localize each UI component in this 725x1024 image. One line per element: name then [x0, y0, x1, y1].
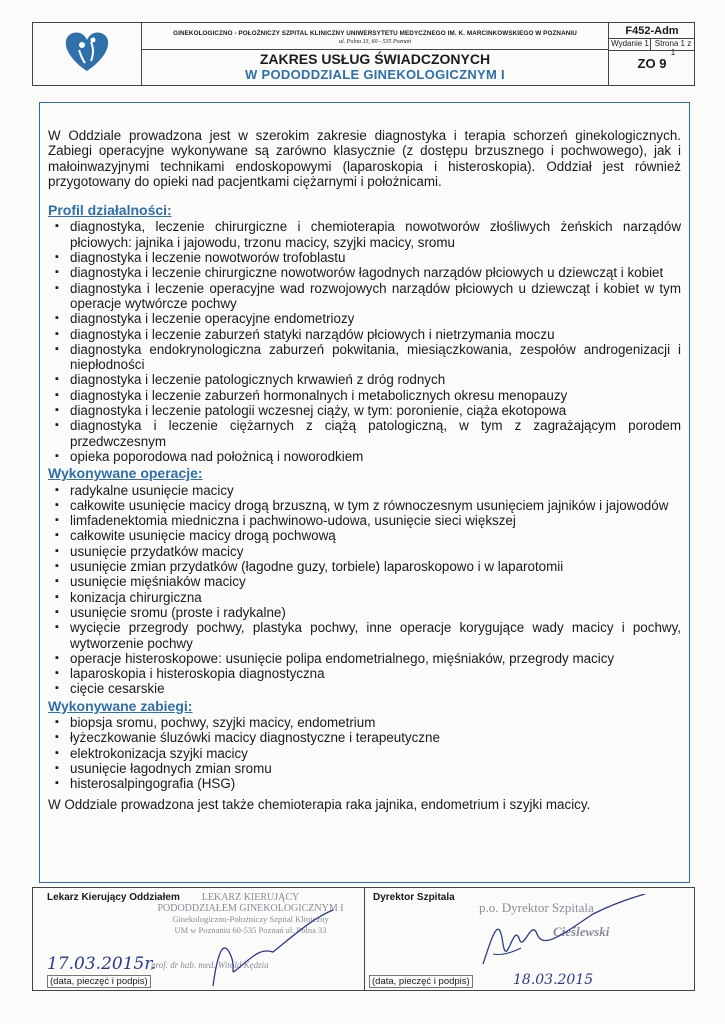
- list-item: ▪ łyżeczkowanie śluzówki macicy diagnostyczne i terapeutyczne: [48, 730, 681, 745]
- list-item: ▪ diagnostyka, leczenie chirurgiczne i chemioterapia nowotworów złośliwych żeńskich narządów płciowych: jajnika i jajowodu, trzonu macicy, szyjki macicy, sromu: [48, 219, 681, 250]
- stamp-line: Ginekologiczno-Położniczy Szpital Kliniczny: [172, 914, 329, 924]
- list-item: ▪ diagnostyka i leczenie zaburzeń statyki narządów płciowych i nietrzymania moczu: [48, 327, 681, 342]
- header-title-block: [141, 23, 609, 85]
- list-item: ▪ limfadenektomia miedniczna i pachwinowo-udowa, usunięcie sieci większej: [48, 513, 681, 528]
- procedures-list: [48, 715, 681, 791]
- list-item: ▪ diagnostyka i leczenie nowotworów trofoblastu: [48, 250, 681, 265]
- list-item: ▪ diagnostyka i leczenie operacyjne endometriozy: [48, 311, 681, 326]
- document-header: [32, 22, 695, 86]
- list-item: ▪ diagnostyka i leczenie ciężarnych z ciążą patologiczną, w tym z zagrażającym porodem przedwczesnym: [48, 418, 681, 449]
- director-stamp: p.o. Dyrektor Szpitala: [479, 900, 594, 915]
- unit-code: ZO 9: [637, 56, 667, 71]
- document-body: [48, 128, 681, 827]
- profile-list: [48, 219, 681, 464]
- header-divider: [142, 49, 608, 50]
- list-item: ▪ usunięcie łagodnych zmian sromu: [48, 761, 681, 776]
- list-item: ▪ biopsja sromu, pochwy, szyjki macicy, endometrium: [48, 715, 681, 730]
- page-label: Strona 1 z 1: [654, 39, 692, 57]
- head-physician-name-stamp: prof. dr hab. med. Witold Kędzia: [151, 960, 269, 970]
- edition-label: Wydanie 1: [611, 39, 649, 48]
- section-heading-profile: Profil działalności:: [48, 202, 172, 219]
- heart-logo-icon: [33, 23, 141, 85]
- list-item: ▪ cięcie cesarskie: [48, 681, 681, 696]
- signature-divider: [364, 888, 365, 990]
- list-item: ▪ całkowite usunięcie macicy drogą brzuszną, w tym z równoczesnym usunięciem jajników i jajowodów: [48, 498, 681, 513]
- director-label: Dyrektor Szpitala: [373, 892, 455, 903]
- director-signature: [473, 894, 653, 974]
- organization-name: GINEKOLOGICZNO - POŁOŻNICZY SZPITAL KLINICZNY UNIWERSYTETU MEDYCZNEGO IM. K. MARCINKOWSKIEGO W POZNANIU: [173, 30, 577, 37]
- head-physician-date: 17.03.2015r.: [47, 954, 156, 974]
- list-item: ▪ usunięcie mięśniaków macicy: [48, 574, 681, 589]
- list-item: ▪ usunięcie przydatków macicy: [48, 544, 681, 559]
- stamp-line: UM w Poznaniu 60-535 Poznań ul. Polna 33: [174, 925, 327, 935]
- director-date: 18.03.2015: [513, 972, 594, 988]
- header-meta-block: [609, 23, 695, 85]
- head-physician-label: Lekarz Kierujący Oddziałem: [47, 892, 180, 903]
- hospital-logo: [33, 23, 141, 85]
- list-item: ▪ diagnostyka i leczenie chirurgiczne nowotworów łagodnych narządów płciowych u dziewcząt i kobiet: [48, 265, 681, 280]
- intro-paragraph: W Oddziale prowadzona jest w szerokim zakresie diagnostyka i terapia schorzeń ginekologicznych. Zabiegi operacyjne wykonywane są zarówno klasycznie (z dostępu brzusznego i pochwowego), jak i małoinwazyjnymi technikami endoskopowymi (laparoskopia i histeroskopia). Oddział jest również przygotowany do opieki nad pacjentkami ciężarnymi i położnicami.: [48, 128, 681, 189]
- section-heading-operations: Wykonywane operacje:: [48, 465, 203, 482]
- list-item: ▪ diagnostyka i leczenie patologicznych krwawień z dróg rodnych: [48, 372, 681, 387]
- list-item: ▪ diagnostyka endokrynologiczna zaburzeń pokwitania, miesiączkowania, zespołów androgenizacji i niepłodności: [48, 342, 681, 373]
- list-item: ▪ wycięcie przegrody pochwy, plastyka pochwy, inne operacje korygujące wady macicy i pochwy, wytworzenie pochwy: [48, 620, 681, 651]
- director-name-stamp: Cieślewski: [553, 924, 610, 939]
- list-item: ▪ laparoskopia i histeroskopia diagnostyczna: [48, 666, 681, 681]
- list-item: ▪ całkowite usunięcie macicy drogą pochwową: [48, 528, 681, 543]
- meta-divider-bottom: [609, 50, 695, 51]
- list-item: ▪ diagnostyka i leczenie operacyjne wad rozwojowych narządów płciowych u dziewcząt i kobiet w tym operacje wytwórcze pochwy: [48, 281, 681, 312]
- head-physician-caption: (data, pieczęć i podpis): [47, 975, 151, 988]
- list-item: ▪ diagnostyka i leczenie zaburzeń hormonalnych i metabolicznych okresu menopauzy: [48, 388, 681, 403]
- section-heading-procedures: Wykonywane zabiegi:: [48, 697, 193, 714]
- document-title: ZAKRES USŁUG ŚWIADCZONYCH: [259, 51, 491, 67]
- list-item: ▪ radykalne usunięcie macicy: [48, 483, 681, 498]
- list-item: ▪ opieka poporodowa nad położnicą i noworodkiem: [48, 449, 681, 464]
- director-caption: (data, pieczęć i podpis): [369, 975, 473, 988]
- list-item: ▪ diagnostyka i leczenie patologii wczesnej ciąży, w tym: poronienie, ciąża ekotopowa: [48, 403, 681, 418]
- list-item: ▪ elektrokonizacja szyjki macicy: [48, 746, 681, 761]
- organization-address: ul. Polna 33, 60 - 535 Poznań: [339, 39, 411, 45]
- stamp-line: PODODDZIAŁEM GINEKOLOGICZNYM I: [157, 903, 344, 914]
- operations-list: [48, 483, 681, 697]
- list-item: ▪ histerosalpingografia (HSG): [48, 776, 681, 791]
- list-item: ▪ usunięcie zmian przydatków (łagodne guzy, torbiele) laparoskopowo i w laparotomii: [48, 559, 681, 574]
- document-subtitle: W PODODDZIALE GINEKOLOGICZNYM I: [245, 67, 505, 82]
- list-item: ▪ operacje histeroskopowe: usunięcie polipa endometrialnego, mięśniaków, przegrody macicy: [48, 651, 681, 666]
- stamp-line: LEKARZ KIERUJĄCY: [201, 892, 300, 903]
- list-item: ▪ konizacja chirurgiczna: [48, 590, 681, 605]
- list-item: ▪ usunięcie sromu (proste i radykalne): [48, 605, 681, 620]
- meta-divider-vertical: [650, 38, 651, 50]
- closing-paragraph: W Oddziale prowadzona jest także chemioterapia raka jajnika, endometrium i szyjki macicy.: [48, 797, 591, 813]
- head-physician-signature: [183, 896, 343, 988]
- signature-block: [32, 887, 695, 991]
- document-code: F452-Adm: [625, 25, 679, 37]
